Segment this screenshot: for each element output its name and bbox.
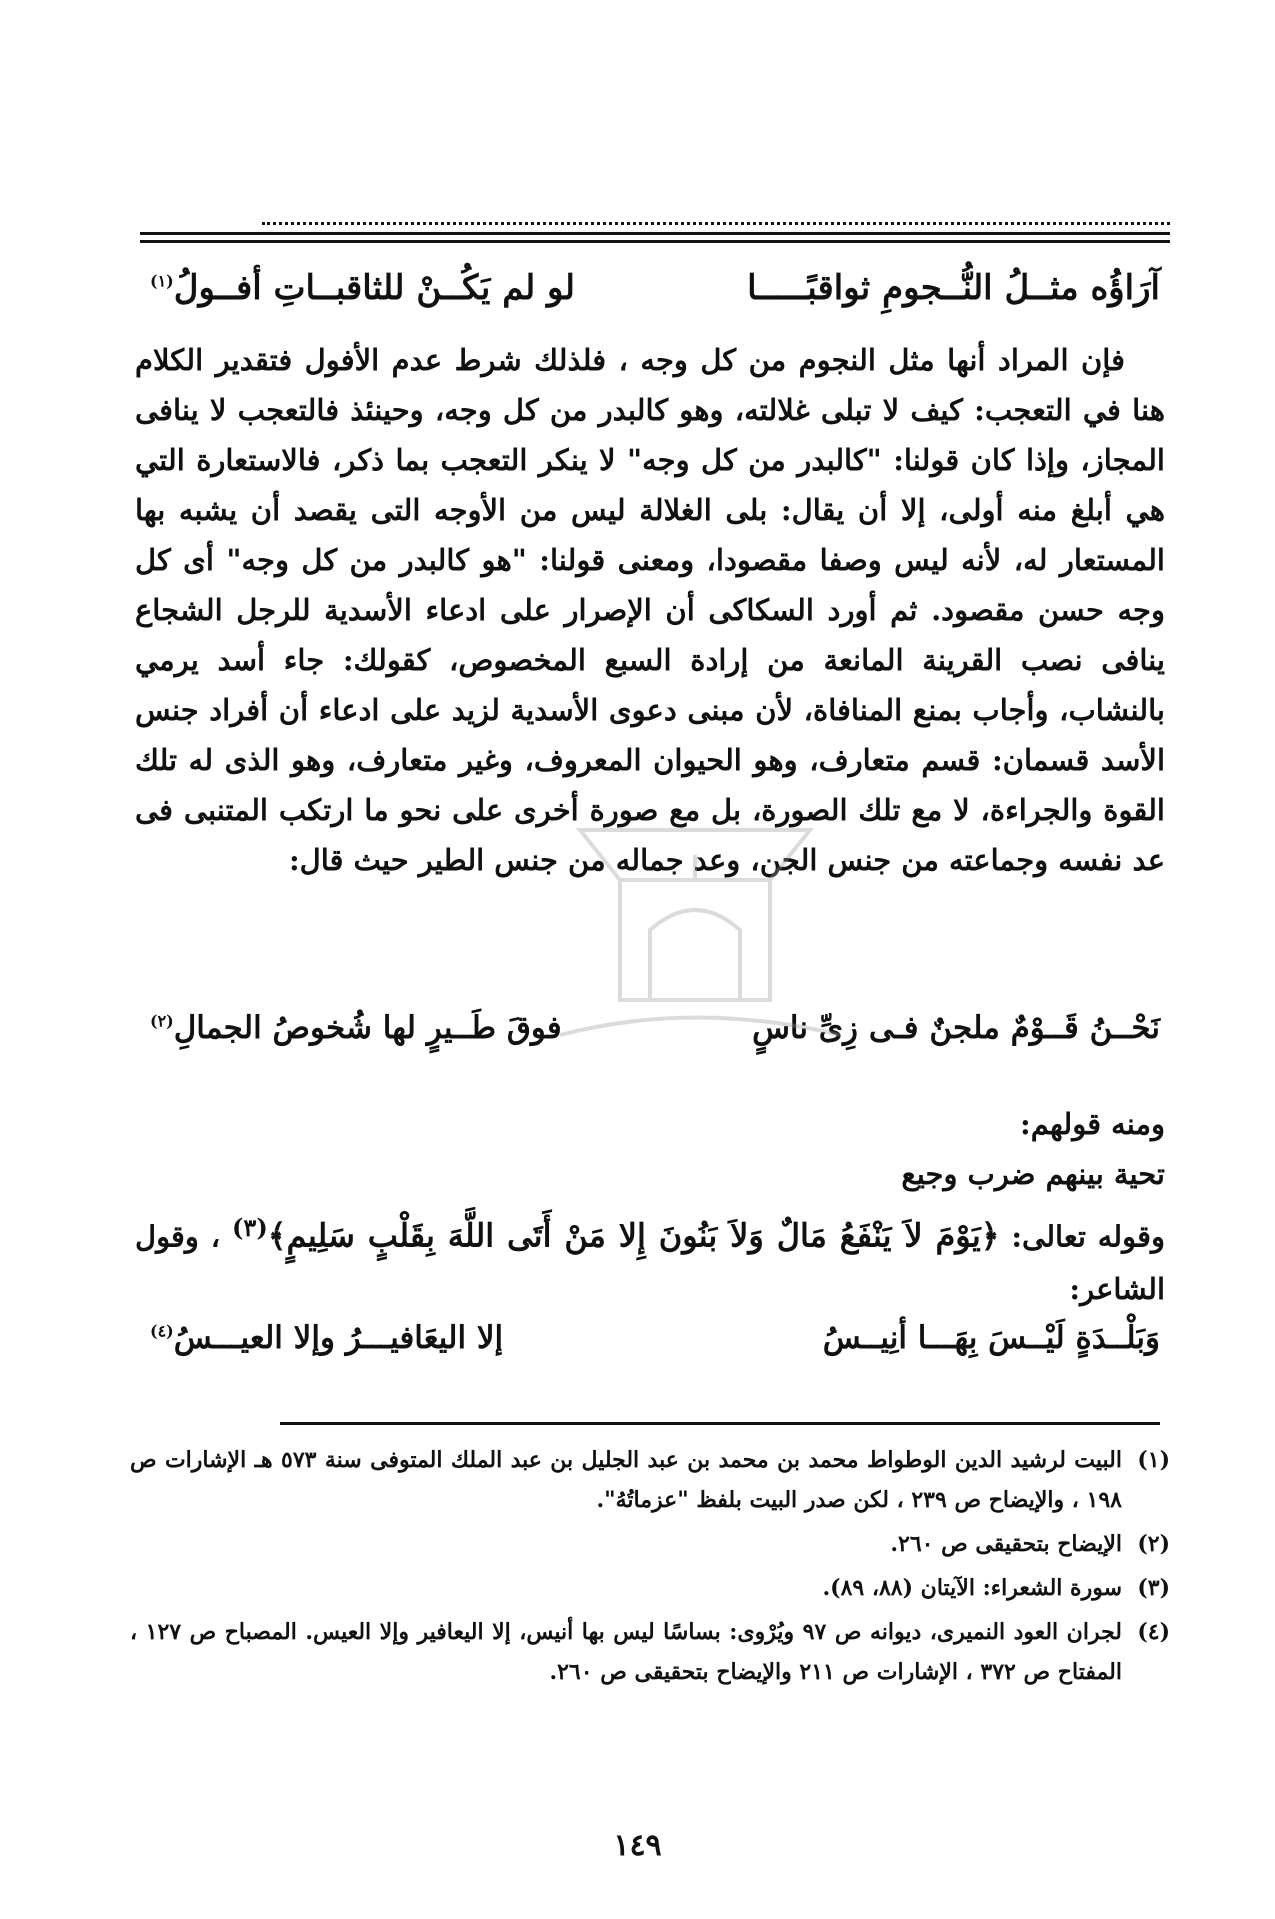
footnote-item [130, 1524, 1170, 1564]
footnotes [130, 1440, 1170, 1696]
footnote-mark: (١) [150, 271, 174, 291]
verse-hemistich-left: إلا اليعَافيـــرُ وإلا العيـــسُ$^{(٤)}$ [150, 1320, 504, 1356]
footnote-number: (٢) [1137, 1531, 1170, 1557]
footnote-separator [280, 1422, 1160, 1425]
verse-hemistich-left: فوقَ طَــيرٍ لها شُخوصُ الجمالِ$^{(٢)}$ [150, 1010, 562, 1046]
verse-hemistich-right: آرَاؤُه مثــلُ النُّــجومِ ثواقبًـــــا [747, 268, 1160, 308]
verse-line-1 [150, 268, 1160, 308]
footnote-number: (٣) [1137, 1575, 1170, 1601]
library-stamp-watermark [540, 820, 850, 1060]
header-rule-thin [140, 240, 1170, 243]
footnote-mark: (٤) [150, 1321, 174, 1341]
main-paragraph [135, 335, 1165, 885]
footnote-number: (٤) [1137, 1619, 1170, 1645]
footnote-text: البيت لرشيد الدين الوطواط محمد بن محمد بن عبد الجليل بن عبد الملك المتوفى سنة ٥٧٣ هـ الإشارات ص ١٩٨ ، والإيضاح ص ٢٣٩ ، لكن صدر البيت بلفظ "عزماتُهُ". [130, 1447, 1123, 1513]
verse-hemistich-left: لو لم يَكُــنْ للثاقبــاتِ أفــولُ$^{(١)}$ [150, 268, 575, 308]
header-dotted-rule [262, 222, 1170, 225]
line-tahiyya: تحية بينهم ضرب وجيع [901, 1157, 1165, 1191]
header-rule-thick [140, 232, 1170, 235]
footnote-number: (١) [1137, 1447, 1170, 1473]
line-min-qawlihim: ومنه قولهم: [1020, 1107, 1165, 1141]
verse-hemistich-right: نَحْــنُ قَــوْمٌ ملجنٌ فـى زِىِّ ناسٍ [752, 1010, 1160, 1046]
footnote-item [130, 1568, 1170, 1608]
quran-verse: ﴿يَوْمَ لاَ يَنْفَعُ مَالٌ وَلاَ بَنُونَ إِلا مَنْ أَتَى اللَّهَ بِقَلْبٍ سَلِيمٍ﴾ [267, 1216, 1000, 1255]
verse-line-3 [150, 1320, 1160, 1356]
footnote-mark: (٢) [150, 1011, 174, 1031]
footnote-item [130, 1440, 1170, 1520]
quran-after: ، وقول الشاعر: [135, 1219, 1165, 1306]
quran-intro: وقوله تعالى: [1011, 1219, 1165, 1254]
footnote-item [130, 1612, 1170, 1692]
quran-quote-line [135, 1202, 1165, 1315]
paragraph-text: فإن المراد أنها مثل النجوم من كل وجه ، فلذلك شرط عدم الأفول فتقدير الكلام هنا في التعجب: كيف لا تبلى غلالته، وهو كالبدر من كل وجه، وحينئذ فالتعجب لا ينافى المجاز، وإذا كان قولنا: "كالبدر من كل وجه" لا ينكر التعجب بما ذكر، فالاستعارة التي هي أبلغ منه أولى، إلا أن يقال: بلى الغلالة ليس من الأوجه التى يقصد أن يشبه بها المستعار له، لأنه ليس وصفا مقصودا، ومعنى قولنا: "هو كالبدر من كل وجه" أى كل وجه حسن مقصود. ثم أورد السكاكى أن الإصرار على ادعاء الأسدية للرجل الشجاع ينافى نصب القرينة المانعة من إرادة السبع المخصوص، كقولك: جاء أسد يرمي بالنشاب، وأجاب بمنع المنافاة، لأن مبنى دعوى الأسدية لزيد على ادعاء أن أفراد جنس الأسد قسمان: قسم متعارف، وهو الحيوان المعروف، وغير متعارف، وهو الذى له تلك القوة والجراءة، لا مع تلك الصورة، بل مع صورة أخرى على نحو ما ارتكب المتنبى فى عد نفسه وجماعته من جنس الجن، وعد جماله من جنس الطير حيث قال: [135, 343, 1165, 877]
page-number: ١٤٩ [613, 1828, 662, 1863]
footnote-text: لجران العود النميرى، ديوانه ص ٩٧ ويُرْوى: بساسًا ليس بها أنيس، إلا اليعافير وإلا العيس. المصباح ص ١٢٧ ، المفتاح ص ٣٧٢ ، الإشارات ص ٢١١ والإيضاح بتحقيقى ص ٢٦٠. [130, 1619, 1122, 1685]
footnote-text: سورة الشعراء: الآيتان (٨٨، ٨٩). [822, 1575, 1122, 1601]
footnote-text: الإيضاح بتحقيقى ص ٢٦٠. [890, 1531, 1122, 1557]
verse-hemistich-right: وَبَلْــدَةٍ لَيْــسَ بِهَـــا أنِيــسُ [822, 1320, 1160, 1356]
footnote-mark: (٣) [231, 1213, 268, 1242]
